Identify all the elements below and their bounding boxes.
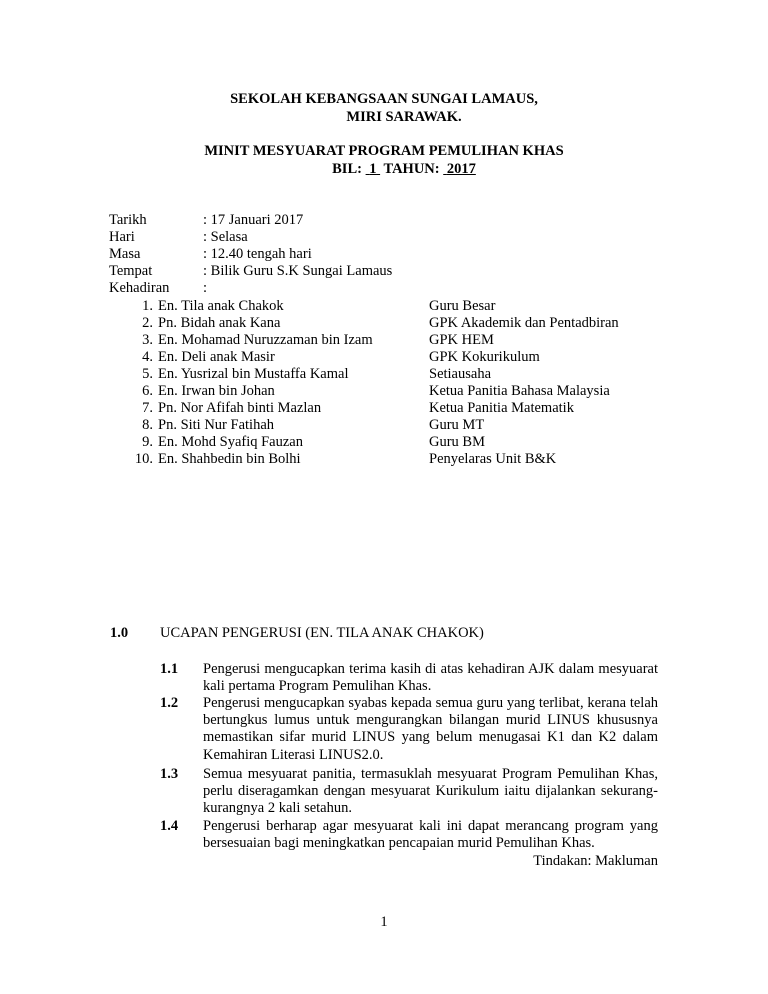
bil-value: 1	[369, 161, 377, 177]
attendee-number: 10.	[134, 451, 153, 467]
tarikh-label: Tarikh	[109, 212, 147, 228]
tempat-value: : Bilik Guru S.K Sungai Lamaus	[203, 263, 393, 279]
attendee-name: Pn. Bidah anak Kana	[158, 315, 281, 331]
attendee-name: En. Deli anak Masir	[158, 349, 275, 365]
item-number: 1.2	[160, 695, 179, 711]
attendee-name: En. Mohd Syafiq Fauzan	[158, 434, 303, 450]
item-number: 1.3	[160, 766, 179, 782]
section-number: 1.0	[110, 625, 129, 641]
document-title: MINIT MESYUARAT PROGRAM PEMULIHAN KHAS	[204, 143, 564, 159]
attendee-name: En. Irwan bin Johan	[158, 383, 275, 399]
item-text: Pengerusi mengucapkan syabas kepada semua guru yang terlibat, kerana telah bertungkus lumus untuk mengurangkan bilangan murid LINUS khususnya memastikan sifar murid LINUS yang belum menugasai K1 dan K2 dalam Kemahiran Literasi LINUS2.0.	[203, 695, 658, 763]
attendee-role: GPK HEM	[429, 332, 494, 348]
attendee-number: 1.	[142, 298, 153, 314]
attendee-role: GPK Akademik dan Pentadbiran	[429, 315, 619, 331]
attendee-number: 3.	[142, 332, 153, 348]
page-number: 1	[380, 914, 388, 930]
attendee-name: En. Mohamad Nuruzzaman bin Izam	[158, 332, 373, 348]
bil-label: BIL:	[332, 161, 362, 177]
school-name: SEKOLAH KEBANGSAAN SUNGAI LAMAUS,	[230, 91, 538, 107]
item-text: Pengerusi mengucapkan terima kasih di atas kehadiran AJK dalam mesyuarat kali pertama Program Pemulihan Khas.	[203, 661, 658, 695]
section-title: UCAPAN PENGERUSI (EN. TILA ANAK CHAKOK)	[160, 625, 484, 641]
attendee-name: En. Yusrizal bin Mustaffa Kamal	[158, 366, 349, 382]
item-number: 1.4	[160, 818, 179, 834]
attendee-name: Pn. Nor Afifah binti Mazlan	[158, 400, 322, 416]
school-location: MIRI SARAWAK.	[346, 109, 462, 125]
item-text: Semua mesyuarat panitia, termasuklah mesyuarat Program Pemulihan Khas, perlu diseragamkan dengan mesyuarat Kurikulum iaitu dijalankan sekurang-kurangnya 2 kali setahun.	[203, 766, 658, 817]
attendee-role: Guru Besar	[429, 298, 496, 314]
tindakan-label: Tindakan: Makluman	[533, 853, 658, 869]
attendee-role: Ketua Panitia Matematik	[429, 400, 574, 416]
kehadiran-value: :	[203, 280, 208, 296]
attendee-number: 4.	[142, 349, 153, 365]
tahun-value: 2017	[446, 161, 476, 177]
attendee-number: 5.	[142, 366, 153, 382]
tahun-label: TAHUN:	[383, 161, 440, 177]
attendee-number: 8.	[142, 417, 153, 433]
item-text: Pengerusi berharap agar mesyuarat kali ini dapat merancang program yang bersesuaian bagi meningkatkan pencapaian murid Pemulihan Khas.	[203, 818, 658, 852]
attendee-role: Guru MT	[429, 417, 485, 433]
kehadiran-label: Kehadiran	[109, 280, 170, 296]
attendee-name: Pn. Siti Nur Fatihah	[158, 417, 275, 433]
hari-value: : Selasa	[203, 229, 248, 245]
item-number: 1.1	[160, 661, 179, 677]
tarikh-value: : 17 Januari 2017	[203, 212, 304, 228]
attendee-number: 6.	[142, 383, 153, 399]
masa-value: : 12.40 tengah hari	[203, 246, 312, 262]
attendee-name: En. Shahbedin bin Bolhi	[158, 451, 301, 467]
attendee-role: Setiausaha	[429, 366, 492, 382]
attendee-number: 9.	[142, 434, 153, 450]
hari-label: Hari	[109, 229, 135, 245]
attendee-name: En. Tila anak Chakok	[158, 298, 284, 314]
masa-label: Masa	[109, 246, 141, 262]
attendee-number: 7.	[142, 400, 153, 416]
attendee-role: Ketua Panitia Bahasa Malaysia	[429, 383, 610, 399]
attendee-role: Penyelaras Unit B&K	[429, 451, 557, 467]
attendee-role: GPK Kokurikulum	[429, 349, 540, 365]
attendee-number: 2.	[142, 315, 153, 331]
attendee-role: Guru BM	[429, 434, 485, 450]
bil-tahun-line	[0, 161, 768, 178]
tempat-label: Tempat	[109, 263, 153, 279]
